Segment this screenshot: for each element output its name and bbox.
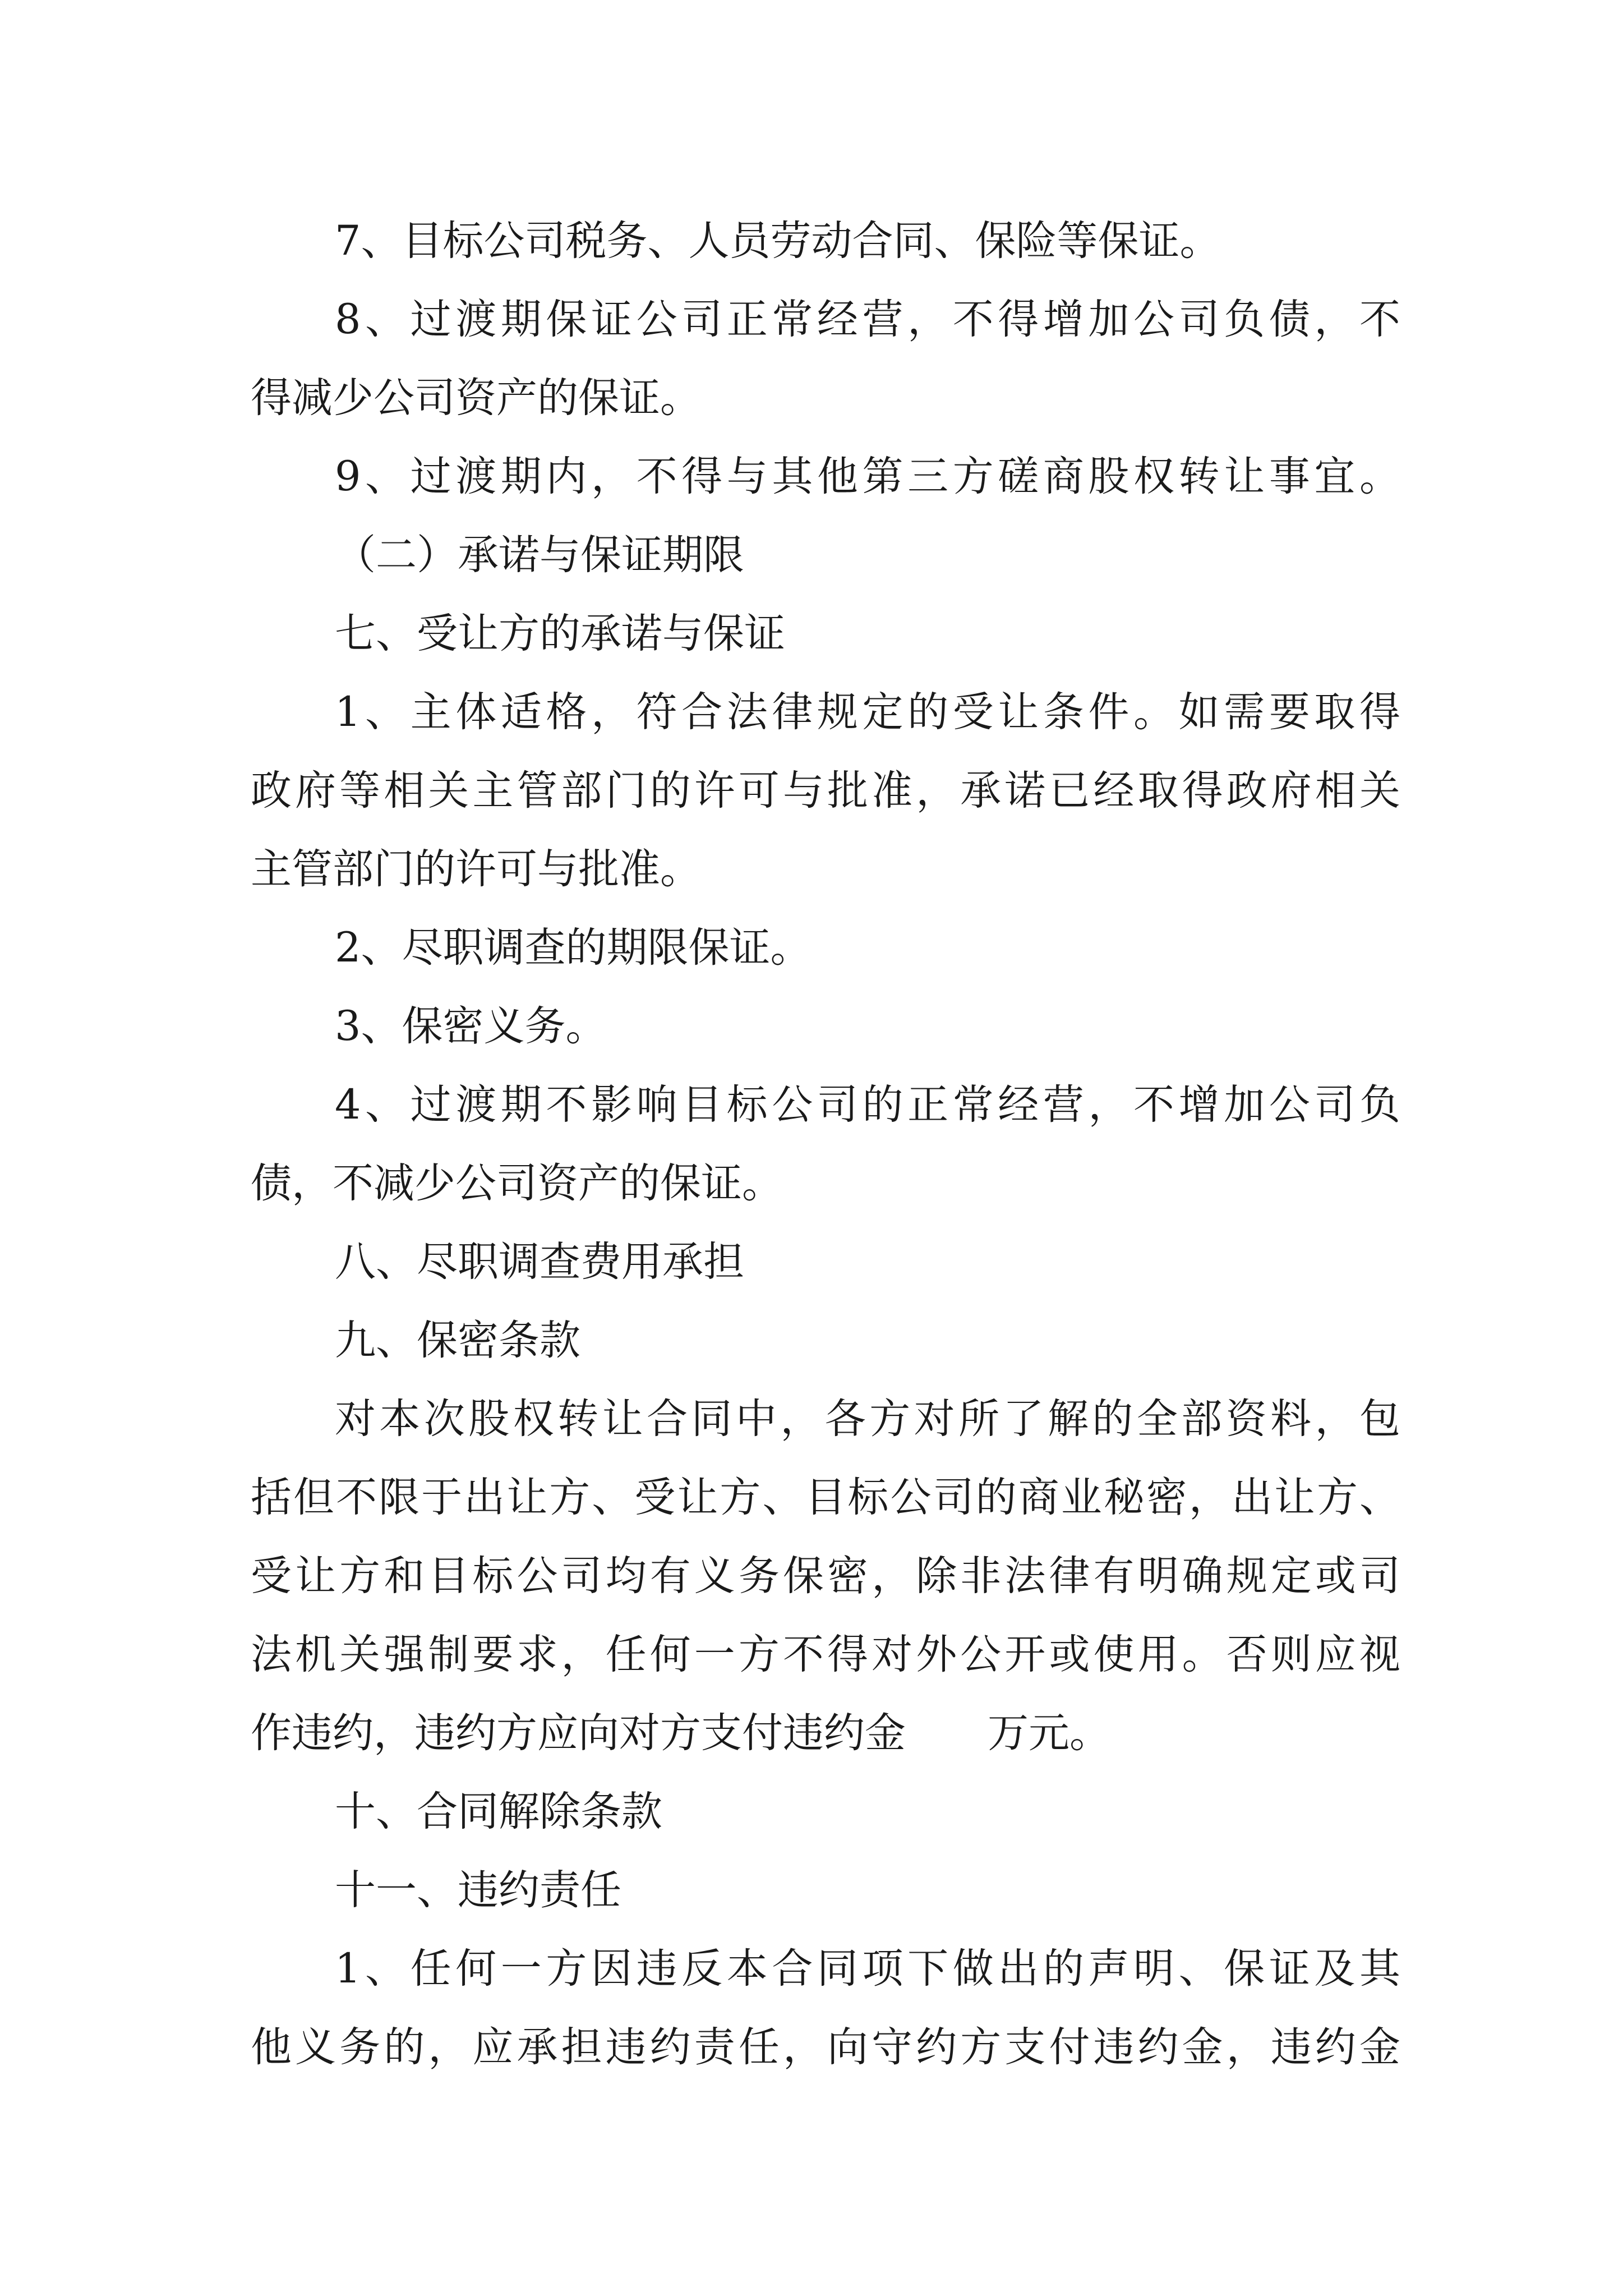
transferee-item-4-line-2: 债，不减少公司资产的保证。 — [251, 1159, 783, 1207]
transferee-item-3: 3、保密义务。 — [335, 1002, 607, 1050]
confidentiality-line-3: 受让方和目标公司均有义务保密，除非法律有明确规定或司 — [251, 1552, 1400, 1600]
clause-7-line: 7、目标公司税务、人员劳动合同、保险等保证。 — [335, 217, 1221, 265]
confidentiality-line-1: 对本次股权转让合同中，各方对所了解的全部资料，包 — [335, 1395, 1400, 1443]
section-heading-8: 八、尽职调查费用承担 — [335, 1238, 744, 1286]
clause-8-line-2: 得减少公司资产的保证。 — [251, 374, 701, 422]
section-heading-2: （二）承诺与保证期限 — [335, 531, 744, 579]
section-heading-11: 十一、违约责任 — [335, 1866, 621, 1914]
transferee-item-1-line-2: 政府等相关主管部门的许可与批准，承诺已经取得政府相关 — [251, 767, 1400, 815]
transferee-item-1-line-1: 1、主体适格，符合法律规定的受让条件。如需要取得 — [335, 688, 1400, 736]
section-heading-10: 十、合同解除条款 — [335, 1788, 662, 1835]
transferee-item-4-line-1: 4、过渡期不影响目标公司的正常经营，不增加公司负 — [335, 1081, 1400, 1129]
liability-line-1: 1、任何一方因违反本合同项下做出的声明、保证及其 — [335, 1945, 1400, 1993]
transferee-item-1-line-3: 主管部门的许可与批准。 — [251, 845, 701, 893]
confidentiality-line-2: 括但不限于出让方、受让方、目标公司的商业秘密，出让方、 — [251, 1474, 1400, 1521]
confidentiality-line-5: 作违约，违约方应向对方支付违约金 万元。 — [251, 1709, 1110, 1757]
section-heading-7: 七、受让方的承诺与保证 — [335, 610, 785, 657]
clause-8-line-1: 8、过渡期保证公司正常经营，不得增加公司负债，不 — [335, 296, 1400, 343]
clause-9-line: 9、过渡期内，不得与其他第三方磋商股权转让事宜。 — [335, 453, 1400, 500]
transferee-item-2: 2、尽职调查的期限保证。 — [335, 924, 811, 972]
liability-line-2: 他义务的，应承担违约责任，向守约方支付违约金，违约金 — [251, 2023, 1400, 2071]
confidentiality-line-4: 法机关强制要求，任何一方不得对外公开或使用。否则应视 — [251, 1631, 1400, 1678]
section-heading-9: 九、保密条款 — [335, 1317, 580, 1364]
